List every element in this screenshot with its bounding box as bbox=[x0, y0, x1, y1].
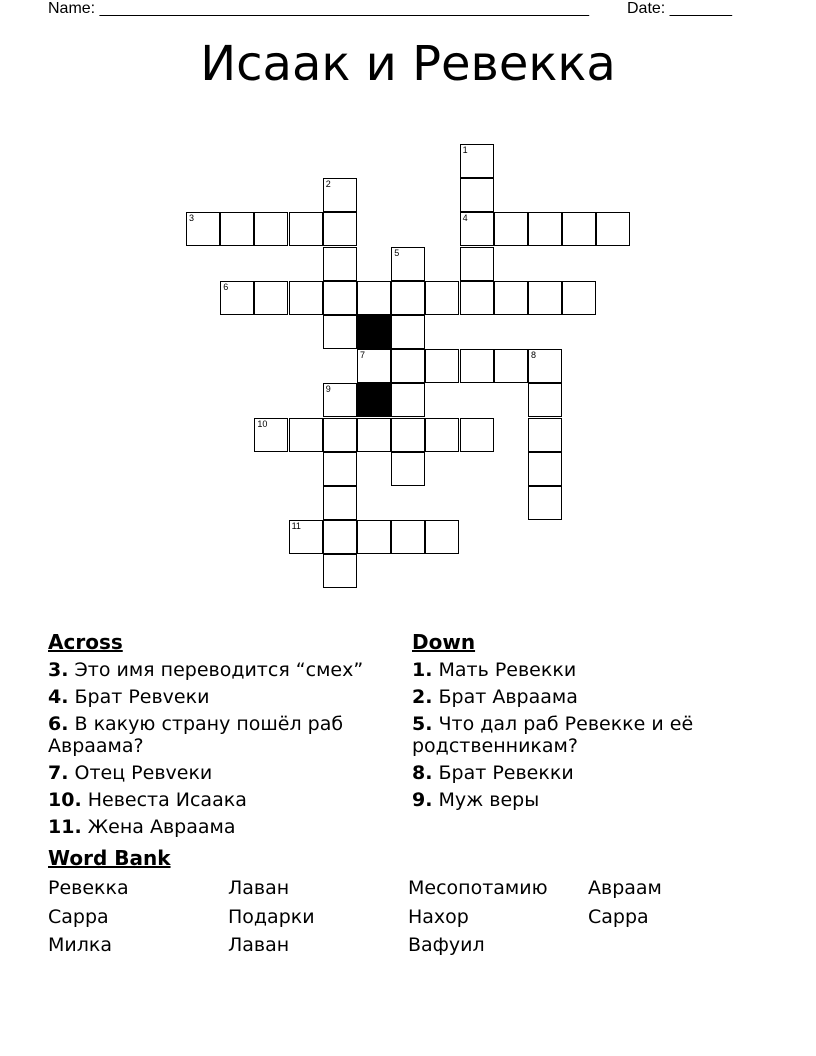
across-clue bbox=[48, 686, 388, 708]
down-clue bbox=[412, 659, 752, 681]
grid-cell[interactable] bbox=[254, 212, 288, 246]
grid-cell[interactable] bbox=[323, 520, 357, 554]
grid-cell[interactable] bbox=[357, 520, 391, 554]
grid-cell[interactable] bbox=[391, 418, 425, 452]
grid-cell[interactable] bbox=[391, 349, 425, 383]
grid-cell[interactable] bbox=[425, 520, 459, 554]
grid-cell[interactable] bbox=[254, 418, 288, 452]
clue-text: Невеста Исаака bbox=[81, 789, 247, 811]
grid-cell[interactable] bbox=[323, 247, 357, 281]
grid-cell[interactable] bbox=[460, 247, 494, 281]
clue-text: Что дал раб Ревекке и её родственникам? bbox=[412, 713, 694, 757]
grid-cell[interactable] bbox=[323, 486, 357, 520]
grid-cell[interactable] bbox=[357, 349, 391, 383]
word-bank-word: Авраам bbox=[588, 877, 662, 899]
clue-number: 11. bbox=[48, 816, 82, 838]
word-bank-row bbox=[48, 874, 788, 903]
grid-cell[interactable] bbox=[528, 452, 562, 486]
page-title: Исаак и Ревекка bbox=[200, 36, 616, 92]
clue-number: 5. bbox=[412, 713, 433, 735]
down-clue bbox=[412, 713, 752, 757]
clue-text: В какую страну пошёл раб Авраама? bbox=[48, 713, 344, 757]
grid-cell[interactable] bbox=[323, 418, 357, 452]
cell-number: 9 bbox=[325, 384, 331, 395]
word-bank-word: Месопотамию bbox=[408, 877, 548, 899]
grid-cell[interactable] bbox=[528, 418, 562, 452]
across-clue bbox=[48, 659, 388, 681]
clue-number: 4. bbox=[48, 686, 69, 708]
grid-cell[interactable] bbox=[425, 281, 459, 315]
word-bank-word: Подарки bbox=[228, 905, 315, 928]
grid-cell[interactable] bbox=[289, 281, 323, 315]
cell-number: 1 bbox=[462, 145, 468, 155]
clue-number: 1. bbox=[412, 659, 433, 681]
clue-number: 2. bbox=[412, 686, 433, 708]
clue-number: 10. bbox=[48, 789, 82, 811]
across-clue-list bbox=[48, 659, 388, 843]
clue-text: Брат Ревекки bbox=[432, 762, 574, 784]
word-bank-word: Лаван bbox=[228, 934, 290, 956]
grid-cell[interactable] bbox=[494, 212, 528, 246]
cell-number: 11 bbox=[291, 521, 301, 532]
word-bank-word: Нахор bbox=[408, 905, 469, 928]
grid-cell[interactable] bbox=[528, 349, 562, 383]
grid-cell[interactable] bbox=[391, 383, 425, 417]
grid-cell[interactable] bbox=[460, 178, 494, 212]
clue-number: 3. bbox=[48, 659, 69, 681]
grid-cell[interactable] bbox=[323, 178, 357, 212]
cell-number: 5 bbox=[394, 247, 400, 258]
clue-number: 9. bbox=[412, 789, 433, 811]
word-bank-word: Сарра bbox=[588, 905, 649, 928]
grid-cell[interactable] bbox=[186, 212, 220, 246]
grid-cell[interactable] bbox=[460, 212, 494, 246]
grid-cell[interactable] bbox=[391, 315, 425, 349]
grid-cell[interactable] bbox=[460, 349, 494, 383]
clue-text: Муж веры bbox=[432, 789, 540, 811]
grid-cell[interactable] bbox=[494, 349, 528, 383]
down-clue bbox=[412, 789, 752, 811]
clue-number: 8. bbox=[412, 762, 433, 784]
grid-cell[interactable] bbox=[562, 281, 596, 315]
grid-cell[interactable] bbox=[460, 418, 494, 452]
across-clue bbox=[48, 789, 388, 811]
grid-cell[interactable] bbox=[528, 212, 562, 246]
word-bank-word: Сарра bbox=[48, 905, 109, 928]
cell-number: 2 bbox=[325, 179, 331, 190]
clue-text: Брат Авраама bbox=[432, 686, 578, 708]
cell-number: 10 bbox=[257, 418, 268, 429]
word-bank-word: Лаван bbox=[228, 877, 290, 899]
grid-cell[interactable] bbox=[425, 418, 459, 452]
grid-cell[interactable] bbox=[323, 315, 357, 349]
word-bank-word: Вафуил bbox=[408, 934, 485, 956]
black-cell bbox=[357, 315, 391, 349]
grid-cell[interactable] bbox=[391, 452, 425, 486]
grid-cell[interactable] bbox=[323, 554, 357, 588]
across-heading: Across bbox=[48, 630, 123, 654]
clue-text: Отец Ревveки bbox=[68, 762, 213, 784]
grid-cell[interactable] bbox=[562, 212, 596, 246]
grid-cell[interactable] bbox=[391, 247, 425, 281]
clue-text: Брат Ревveки bbox=[68, 686, 210, 708]
word-bank-heading: Word Bank bbox=[48, 846, 171, 870]
grid-cell[interactable] bbox=[460, 144, 494, 178]
cell-number: 4 bbox=[462, 213, 468, 224]
grid-cell[interactable] bbox=[425, 349, 459, 383]
grid-cell[interactable] bbox=[254, 281, 288, 315]
cell-number: 6 bbox=[223, 281, 229, 292]
grid-cell[interactable] bbox=[528, 383, 562, 417]
grid-cell[interactable] bbox=[391, 281, 425, 315]
grid-cell[interactable] bbox=[323, 281, 357, 315]
grid-cell[interactable] bbox=[494, 281, 528, 315]
cell-number: 7 bbox=[360, 350, 366, 361]
down-clue bbox=[412, 686, 752, 708]
grid-cell[interactable] bbox=[528, 486, 562, 520]
cell-number: 3 bbox=[189, 213, 195, 224]
down-clue-list bbox=[412, 659, 752, 816]
grid-cell[interactable] bbox=[289, 418, 323, 452]
grid-cell[interactable] bbox=[460, 281, 494, 315]
grid-cell[interactable] bbox=[323, 452, 357, 486]
grid-cell[interactable] bbox=[528, 281, 562, 315]
clue-number: 6. bbox=[48, 713, 69, 735]
word-bank-row bbox=[48, 903, 788, 932]
grid-cell[interactable] bbox=[357, 281, 391, 315]
grid-cell[interactable] bbox=[289, 520, 323, 554]
across-clue bbox=[48, 762, 388, 784]
word-bank-word: Милка bbox=[48, 934, 113, 956]
grid-cell[interactable] bbox=[220, 281, 254, 315]
across-clue bbox=[48, 816, 388, 838]
clue-number: 7. bbox=[48, 762, 69, 784]
down-clue bbox=[412, 762, 752, 784]
word-bank-word: Ревекка bbox=[48, 877, 129, 899]
grid-cell[interactable] bbox=[220, 212, 254, 246]
word-bank bbox=[48, 874, 788, 960]
grid-cell[interactable] bbox=[323, 212, 357, 246]
clue-text: Мать Ревекки bbox=[432, 659, 577, 681]
grid-cell[interactable] bbox=[596, 212, 630, 246]
across-clue bbox=[48, 713, 388, 757]
name-line: Name: _______________________________________________________ bbox=[48, 0, 589, 17]
grid-cell[interactable] bbox=[289, 212, 323, 246]
clue-text: Жена Авраама bbox=[81, 816, 236, 838]
grid-cell[interactable] bbox=[357, 418, 391, 452]
cell-number: 8 bbox=[531, 350, 537, 361]
word-bank-row bbox=[48, 931, 788, 960]
black-cell bbox=[357, 383, 391, 417]
date-line: Date: _______ bbox=[627, 0, 732, 17]
grid-cell[interactable] bbox=[391, 520, 425, 554]
clue-text: Это имя переводится “смех” bbox=[68, 659, 364, 681]
down-heading: Down bbox=[412, 630, 476, 654]
grid-cell[interactable] bbox=[323, 383, 357, 417]
